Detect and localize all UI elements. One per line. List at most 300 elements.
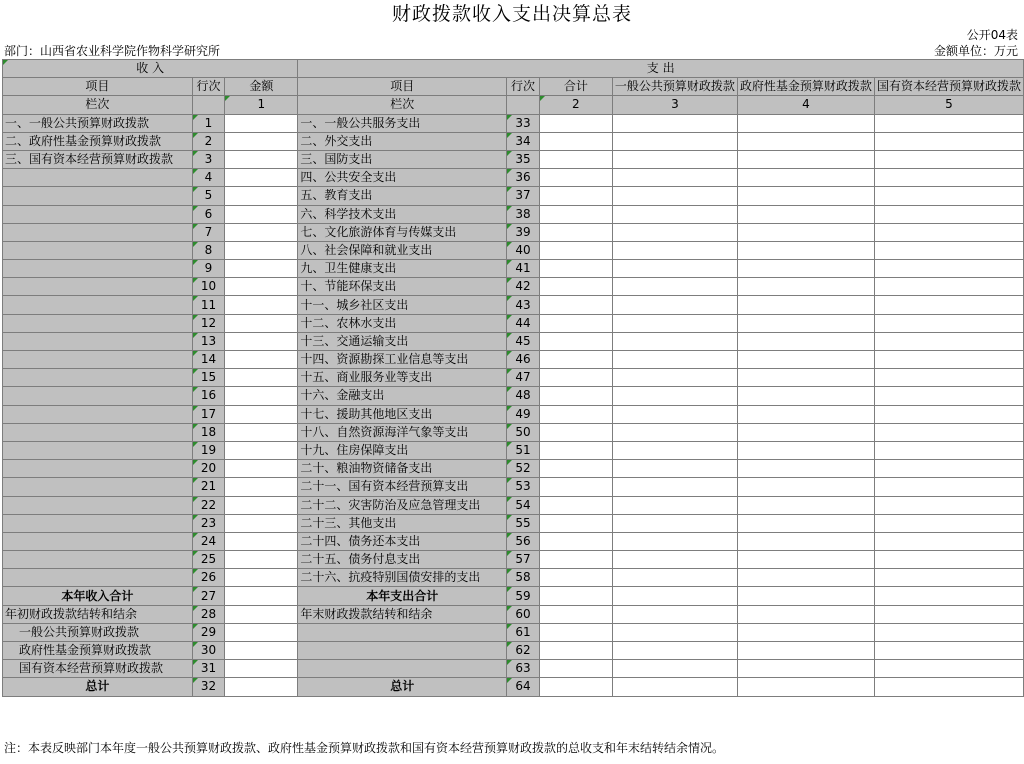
expense-total-cell[interactable] [539,441,612,459]
income-item-cell [3,241,193,259]
income-amount-cell[interactable] [225,205,298,223]
budget-table [2,59,1024,697]
general-budget-cell[interactable] [612,605,737,623]
general-budget-cell[interactable] [612,169,737,187]
state-capital-cell[interactable] [874,314,1023,332]
table-row [3,569,1024,587]
expense-row-no-cell: 35 [507,150,540,168]
expense-total-cell[interactable] [539,278,612,296]
gov-fund-cell[interactable] [737,260,874,278]
state-capital-cell[interactable] [874,660,1023,678]
table-row [3,205,1024,223]
expense-item-cell: 总计 [298,678,507,696]
expense-item-cell: 二十一、国有资本经营预算支出 [298,478,507,496]
general-budget-cell[interactable] [612,114,737,132]
income-row-no-cell: 7 [192,223,225,241]
general-budget-cell[interactable] [612,405,737,423]
expense-row-no-cell: 60 [507,605,540,623]
income-item-cell [3,532,193,550]
income-amount-cell[interactable] [225,132,298,150]
general-budget-cell[interactable] [612,314,737,332]
expense-item-cell: 九、卫生健康支出 [298,260,507,278]
expense-total-cell[interactable] [539,460,612,478]
page-title: 财政拨款收入支出决算总表 [391,3,632,25]
table-row [3,423,1024,441]
income-amount-cell[interactable] [225,150,298,168]
income-row-no-cell: 3 [192,150,225,168]
state-capital-cell[interactable] [874,260,1023,278]
income-amount-cell[interactable] [225,532,298,550]
expense-total-cell[interactable] [539,532,612,550]
gov-fund-cell[interactable] [737,223,874,241]
income-amount-cell[interactable] [225,623,298,641]
expense-row-no-cell: 57 [507,551,540,569]
gov-fund-cell[interactable] [737,114,874,132]
gov-fund-cell[interactable] [737,296,874,314]
expense-total-cell[interactable] [539,332,612,350]
income-item-cell [3,405,193,423]
expense-total-cell[interactable] [539,351,612,369]
general-budget-cell[interactable] [612,623,737,641]
column-index-5: 5 [874,96,1023,114]
income-row-no-cell: 25 [192,551,225,569]
gov-fund-cell[interactable] [737,332,874,350]
income-amount-cell[interactable] [225,241,298,259]
gov-fund-cell[interactable] [737,623,874,641]
general-budget-cell[interactable] [612,387,737,405]
expense-row-no-cell: 63 [507,660,540,678]
income-row-no-cell: 23 [192,514,225,532]
general-budget-cell[interactable] [612,296,737,314]
income-item-cell [3,478,193,496]
column-index-3: 3 [612,96,737,114]
general-budget-cell[interactable] [612,569,737,587]
expense-item-cell: 十四、资源勘探工业信息等支出 [298,351,507,369]
expense-total-cell[interactable] [539,187,612,205]
expense-row-no-cell: 42 [507,278,540,296]
expense-item-cell: 七、文化旅游体育与传媒支出 [298,223,507,241]
expense-row-no-cell: 43 [507,296,540,314]
income-amount-cell[interactable] [225,187,298,205]
state-capital-cell[interactable] [874,514,1023,532]
gov-fund-cell[interactable] [737,150,874,168]
state-capital-cell[interactable] [874,532,1023,550]
general-budget-cell[interactable] [612,260,737,278]
table-row [3,551,1024,569]
table-row [3,405,1024,423]
expense-item-cell: 六、科学技术支出 [298,205,507,223]
general-budget-cell[interactable] [612,642,737,660]
gov-fund-cell[interactable] [737,187,874,205]
general-budget-cell[interactable] [612,587,737,605]
expense-row-no-cell: 39 [507,223,540,241]
gov-fund-cell[interactable] [737,423,874,441]
income-amount-cell[interactable] [225,441,298,459]
state-capital-cell[interactable] [874,132,1023,150]
table-row [3,496,1024,514]
department-label: 部门：山西省农业科学院作物科学研究所 [4,44,221,58]
state-capital-cell[interactable] [874,241,1023,259]
table-row [3,332,1024,350]
expense-row-no-cell: 45 [507,332,540,350]
income-row-no-cell: 12 [192,314,225,332]
income-item-cell: 政府性基金预算财政拨款 [3,642,193,660]
general-budget-cell[interactable] [612,132,737,150]
gov-fund-cell[interactable] [737,169,874,187]
income-row-no-cell: 26 [192,569,225,587]
income-row-no-cell: 32 [192,678,225,696]
expense-item-cell: 二十四、债务还本支出 [298,532,507,550]
general-budget-cell[interactable] [612,496,737,514]
expense-item-cell: 十九、住房保障支出 [298,441,507,459]
state-capital-cell[interactable] [874,569,1023,587]
income-row-no-cell: 29 [192,623,225,641]
income-amount-cell[interactable] [225,387,298,405]
table-row [3,441,1024,459]
gov-fund-cell[interactable] [737,405,874,423]
expense-total-cell[interactable] [539,405,612,423]
state-capital-cell[interactable] [874,478,1023,496]
expense-item-cell: 一、一般公共服务支出 [298,114,507,132]
table-row [3,223,1024,241]
expense-row-no-cell: 54 [507,496,540,514]
expense-total-cell[interactable] [539,114,612,132]
gov-fund-cell[interactable] [737,678,874,696]
general-budget-cell[interactable] [612,223,737,241]
expense-row-no-header: 行次 [507,78,540,96]
state-capital-cell[interactable] [874,441,1023,459]
gov-fund-cell[interactable] [737,551,874,569]
gov-fund-cell[interactable] [737,587,874,605]
gov-fund-cell[interactable] [737,660,874,678]
state-capital-cell[interactable] [874,278,1023,296]
general-budget-cell[interactable] [612,187,737,205]
expense-item-cell [298,660,507,678]
income-amount-cell[interactable] [225,569,298,587]
general-budget-cell[interactable] [612,241,737,259]
gov-fund-cell[interactable] [737,605,874,623]
expense-section-header: 支 出 [298,60,1024,78]
expense-total-header: 合计 [539,78,612,96]
income-amount-cell[interactable] [225,514,298,532]
expense-item-cell: 四、公共安全支出 [298,169,507,187]
income-item-cell [3,187,193,205]
general-budget-cell[interactable] [612,205,737,223]
income-item-cell [3,278,193,296]
column-index-label: 栏次 [298,96,507,114]
income-amount-cell[interactable] [225,605,298,623]
gov-fund-cell[interactable] [737,569,874,587]
income-amount-cell[interactable] [225,678,298,696]
income-amount-cell[interactable] [225,369,298,387]
income-amount-cell[interactable] [225,460,298,478]
income-item-cell: 国有资本经营预算财政拨款 [3,660,193,678]
general-budget-cell[interactable] [612,532,737,550]
expense-item-cell: 三、国防支出 [298,150,507,168]
gov-fund-cell[interactable] [737,205,874,223]
expense-row-no-cell: 38 [507,205,540,223]
state-capital-cell[interactable] [874,460,1023,478]
expense-total-cell[interactable] [539,241,612,259]
expense-row-no-cell: 44 [507,314,540,332]
income-row-no-cell: 31 [192,660,225,678]
general-budget-cell[interactable] [612,369,737,387]
expense-total-cell[interactable] [539,132,612,150]
table-row [3,296,1024,314]
income-item-cell [3,387,193,405]
state-capital-cell[interactable] [874,187,1023,205]
expense-total-cell[interactable] [539,150,612,168]
expense-total-cell[interactable] [539,223,612,241]
expense-row-no-cell: 53 [507,478,540,496]
column-index-blank [507,96,540,114]
gov-fund-cell[interactable] [737,241,874,259]
expense-item-cell: 十一、城乡社区支出 [298,296,507,314]
column-index-1: 1 [225,96,298,114]
state-capital-cell[interactable] [874,605,1023,623]
expense-item-cell: 五、教育支出 [298,187,507,205]
general-budget-cell[interactable] [612,332,737,350]
expense-total-cell[interactable] [539,623,612,641]
expense-total-cell[interactable] [539,569,612,587]
table-row [3,351,1024,369]
income-row-no-cell: 6 [192,205,225,223]
expense-row-no-cell: 55 [507,514,540,532]
general-budget-cell[interactable] [612,678,737,696]
expense-total-cell[interactable] [539,169,612,187]
income-amount-cell[interactable] [225,169,298,187]
expense-total-cell[interactable] [539,642,612,660]
income-row-no-cell: 20 [192,460,225,478]
income-item-cell: 二、政府性基金预算财政拨款 [3,132,193,150]
income-amount-cell[interactable] [225,496,298,514]
income-amount-cell[interactable] [225,642,298,660]
expense-total-cell[interactable] [539,587,612,605]
general-budget-cell[interactable] [612,551,737,569]
table-row [3,187,1024,205]
gov-fund-cell[interactable] [737,532,874,550]
expense-item-cell: 二十三、其他支出 [298,514,507,532]
expense-item-cell: 二、外交支出 [298,132,507,150]
table-row [3,369,1024,387]
income-row-no-cell: 17 [192,405,225,423]
expense-row-no-cell: 50 [507,423,540,441]
income-row-no-cell: 5 [192,187,225,205]
expense-row-no-cell: 46 [507,351,540,369]
expense-total-cell[interactable] [539,514,612,532]
income-row-no-cell: 1 [192,114,225,132]
expense-total-cell[interactable] [539,260,612,278]
table-row [3,132,1024,150]
table-row [3,150,1024,168]
expense-total-cell[interactable] [539,478,612,496]
income-row-no-header: 行次 [192,78,225,96]
gov-fund-cell[interactable] [737,642,874,660]
income-row-no-cell: 24 [192,532,225,550]
state-capital-cell[interactable] [874,369,1023,387]
state-capital-cell[interactable] [874,205,1023,223]
table-row [3,514,1024,532]
state-capital-cell[interactable] [874,423,1023,441]
gov-fund-cell[interactable] [737,132,874,150]
income-row-no-cell: 16 [192,387,225,405]
income-item-cell: 总计 [3,678,193,696]
income-amount-cell[interactable] [225,296,298,314]
state-capital-cell[interactable] [874,169,1023,187]
gov-fund-cell[interactable] [737,278,874,296]
income-amount-cell[interactable] [225,660,298,678]
income-row-no-cell: 28 [192,605,225,623]
state-capital-cell[interactable] [874,678,1023,696]
income-row-no-cell: 13 [192,332,225,350]
income-item-cell [3,423,193,441]
state-capital-cell[interactable] [874,587,1023,605]
gov-fund-cell[interactable] [737,478,874,496]
expense-total-cell[interactable] [539,605,612,623]
expense-item-cell: 十六、金融支出 [298,387,507,405]
expense-row-no-cell: 37 [507,187,540,205]
general-budget-cell[interactable] [612,460,737,478]
expense-total-cell[interactable] [539,496,612,514]
income-item-header: 项目 [3,78,193,96]
expense-row-no-cell: 49 [507,405,540,423]
state-capital-cell[interactable] [874,551,1023,569]
income-item-cell [3,205,193,223]
expense-total-cell[interactable] [539,314,612,332]
expense-total-cell[interactable] [539,296,612,314]
income-amount-cell[interactable] [225,314,298,332]
table-row [3,314,1024,332]
income-item-cell [3,514,193,532]
income-amount-cell[interactable] [225,478,298,496]
expense-total-cell[interactable] [539,387,612,405]
income-row-no-cell: 18 [192,423,225,441]
column-index-label: 栏次 [3,96,193,114]
gov-fund-cell[interactable] [737,314,874,332]
income-amount-cell[interactable] [225,405,298,423]
expense-item-cell: 十七、援助其他地区支出 [298,405,507,423]
table-row [3,169,1024,187]
income-item-cell: 三、国有资本经营预算财政拨款 [3,150,193,168]
expense-item-cell: 十八、自然资源海洋气象等支出 [298,423,507,441]
income-item-cell [3,496,193,514]
expense-row-no-cell: 52 [507,460,540,478]
gov-fund-cell[interactable] [737,441,874,459]
expense-item-cell [298,642,507,660]
state-capital-cell[interactable] [874,405,1023,423]
general-budget-cell[interactable] [612,278,737,296]
income-amount-cell[interactable] [225,114,298,132]
gov-fund-cell[interactable] [737,369,874,387]
state-capital-cell[interactable] [874,642,1023,660]
expense-total-cell[interactable] [539,551,612,569]
income-amount-cell[interactable] [225,332,298,350]
state-capital-cell[interactable] [874,150,1023,168]
income-amount-cell[interactable] [225,551,298,569]
income-item-cell [3,314,193,332]
income-row-no-cell: 14 [192,351,225,369]
expense-total-cell[interactable] [539,423,612,441]
expense-row-no-cell: 41 [507,260,540,278]
state-capital-cell[interactable] [874,496,1023,514]
general-budget-cell[interactable] [612,478,737,496]
state-capital-cell[interactable] [874,114,1023,132]
general-budget-cell[interactable] [612,150,737,168]
expense-item-cell: 本年支出合计 [298,587,507,605]
income-row-no-cell: 9 [192,260,225,278]
income-item-cell [3,441,193,459]
general-budget-cell[interactable] [612,351,737,369]
expense-row-no-cell: 64 [507,678,540,696]
state-capital-cell[interactable] [874,296,1023,314]
footnote: 注：本表反映部门本年度一般公共预算财政拨款、政府性基金预算财政拨款和国有资本经营预算财政拨款的总收支和年末结转结余情况。 [4,741,725,755]
state-capital-cell[interactable] [874,387,1023,405]
state-capital-cell[interactable] [874,332,1023,350]
income-row-no-cell: 15 [192,369,225,387]
gov-fund-cell[interactable] [737,496,874,514]
state-capital-header: 国有资本经营预算财政拨款 [874,78,1023,96]
expense-total-cell[interactable] [539,660,612,678]
form-code: 公开04表 [966,28,1018,42]
income-row-no-cell: 21 [192,478,225,496]
table-row [3,478,1024,496]
expense-row-no-cell: 56 [507,532,540,550]
income-amount-cell[interactable] [225,278,298,296]
income-amount-cell[interactable] [225,423,298,441]
expense-row-no-cell: 40 [507,241,540,259]
income-item-cell [3,569,193,587]
general-budget-cell[interactable] [612,441,737,459]
table-row [3,460,1024,478]
expense-row-no-cell: 47 [507,369,540,387]
table-row [3,623,1024,641]
income-item-cell: 年初财政拨款结转和结余 [3,605,193,623]
table-row [3,678,1024,696]
expense-total-cell[interactable] [539,678,612,696]
expense-item-cell: 八、社会保障和就业支出 [298,241,507,259]
general-budget-header: 一般公共预算财政拨款 [612,78,737,96]
state-capital-cell[interactable] [874,623,1023,641]
income-amount-cell[interactable] [225,223,298,241]
general-budget-cell[interactable] [612,660,737,678]
gov-fund-cell[interactable] [737,460,874,478]
expense-item-cell: 二十二、灾害防治及应急管理支出 [298,496,507,514]
table-row [3,587,1024,605]
income-row-no-cell: 30 [192,642,225,660]
gov-fund-cell[interactable] [737,514,874,532]
income-amount-header: 金额 [225,78,298,96]
general-budget-cell[interactable] [612,514,737,532]
column-index-2: 2 [539,96,612,114]
income-amount-cell[interactable] [225,260,298,278]
income-item-cell [3,369,193,387]
expense-total-cell[interactable] [539,369,612,387]
expense-row-no-cell: 61 [507,623,540,641]
state-capital-cell[interactable] [874,351,1023,369]
expense-total-cell[interactable] [539,205,612,223]
state-capital-cell[interactable] [874,223,1023,241]
general-budget-cell[interactable] [612,423,737,441]
expense-item-cell: 十二、农林水支出 [298,314,507,332]
income-item-cell [3,351,193,369]
income-amount-cell[interactable] [225,587,298,605]
expense-item-cell: 二十六、抗疫特别国债安排的支出 [298,569,507,587]
gov-fund-cell[interactable] [737,387,874,405]
table-row [3,387,1024,405]
income-item-cell [3,460,193,478]
income-amount-cell[interactable] [225,351,298,369]
gov-fund-cell[interactable] [737,351,874,369]
